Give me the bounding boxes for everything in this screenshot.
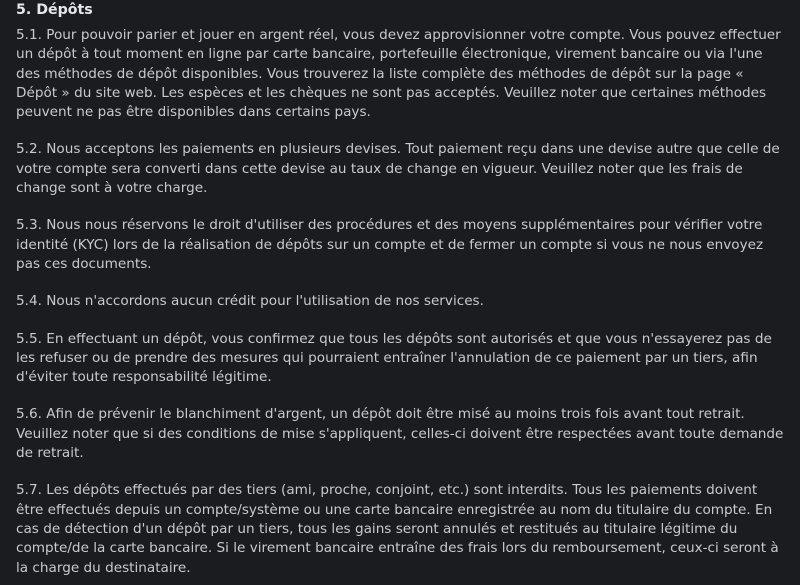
section-title: 5. Dépôts [16, 2, 93, 18]
paragraph-5-3: 5.3. Nous nous réservons le droit d'utiliser des procédures et des moyens supplémentaires pour vérifier votre identité (KYC) lors de la réalisation de dépôts sur un compte et de fermer un compte si vous ne nous envoyez pas ces documents. [16, 217, 764, 272]
paragraph-5-1: 5.1. Pour pouvoir parier et jouer en argent réel, vous devez approvisionner votre compte. Vous pouvez effectuer un dépôt à tout moment en ligne par carte bancaire, portefeuille électronique, virement bancaire ou via l'une des méthodes de dépôt disponibles. Vous trouverez la liste complète des méthodes de dépôt sur la page « Dépôt » du site web. Les espèces et les chèques ne sont pas acceptés. Veuillez noter que certaines méthodes peuvent ne pas être disponibles dans certains pays. [16, 27, 781, 121]
paragraph-5-6: 5.6. Afin de prévenir le blanchiment d'argent, un dépôt doit être misé au moins trois fois avant tout retrait. Veuillez noter que si des conditions de mise s'appliquent, celles-ci doivent être respectées avant toute demande de retrait. [16, 406, 784, 462]
paragraph-5-4: 5.4. Nous n'accordons aucun crédit pour l'utilisation de nos services. [16, 293, 484, 310]
paragraph-5-5: 5.5. En effectuant un dépôt, vous confirmez que tous les dépôts sont autorisés et que vous n'essayerez pas de les refuser ou de prendre des mesures qui pourraient entraîner l'annulation de ce paiement par un tiers, afin d'éviter toute responsabilité légitime. [16, 330, 772, 386]
paragraph-5-7: 5.7. Les dépôts effectués par des tiers (ami, proche, conjoint, etc.) sont interdits. Tous les paiements doivent être effectués depuis un compte/système ou une carte bancaire enregistrée au nom du titulaire du compte. En cas de détection d'un dépôt par un tiers, tous les gains seront annulés et restitués au titulaire légitime du compte/de la carte bancaire. Si le virement bancaire entraîne des frais lors du remboursement, ceux-ci seront à la charge du destinataire. [16, 482, 779, 576]
paragraph-5-2: 5.2. Nous acceptons les paiements en plusieurs devises. Tout paiement reçu dans une devise autre que celle de votre compte sera converti dans cette devise au taux de change en vigueur. Veuillez noter que les frais de change sont à votre charge. [16, 141, 780, 197]
